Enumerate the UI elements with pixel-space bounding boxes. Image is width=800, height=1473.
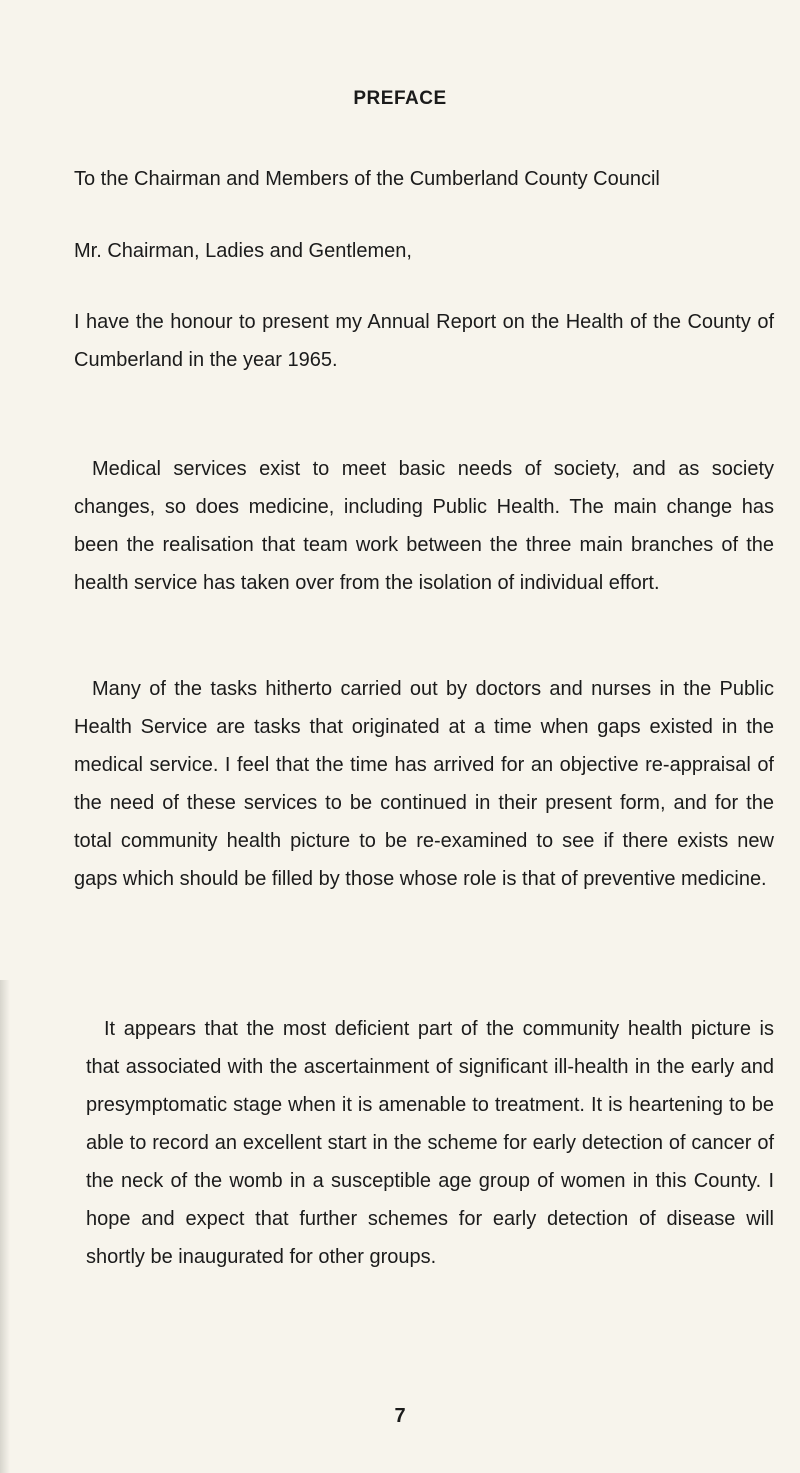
page-number: 7 (394, 1405, 406, 1427)
salutation-line: Mr. Chairman, Ladies and Gentlemen, (74, 240, 412, 262)
paragraph-text: I have the honour to present my Annual Report on the Health of the County of Cumberland in the year 1965. (74, 311, 774, 371)
paragraph-2 (74, 450, 774, 602)
paragraph-text: Many of the tasks hitherto carried out by doctors and nurses in the Public Health Service are tasks that originated at a time when gaps existed in the medical service. I feel that the time has arrived for an objective re-appraisal of the need of these services to be continued in their present form, and for the total community health picture to be re-examined to see if there exists new gaps which should be filled by those whose role is that of preventive medicine. (74, 678, 774, 890)
addressee-line: To the Chairman and Members of the Cumberland County Council (74, 168, 660, 190)
page-edge-shadow (0, 980, 10, 1473)
paragraph-text: It appears that the most deficient part of the community health picture is that associated with the ascertainment of significant ill-health in the early and presymptomatic stage when it is amenable to treatment. It is heartening to be able to record an excellent start in the scheme for early detection of cancer of the neck of the womb in a susceptible age group of women in this County. I hope and expect that further schemes for early detection of disease will shortly be inaugurated for other groups. (86, 1018, 774, 1268)
paragraph-text: Medical services exist to meet basic needs of society, and as society changes, so does medicine, including Public Health. The main change has been the realisation that team work between the three main branches of the health service has taken over from the isolation of individual effort. (74, 458, 774, 594)
paragraph-4 (86, 1010, 774, 1276)
paragraph-3 (74, 670, 774, 898)
paragraph-1 (74, 303, 774, 379)
page-title: PREFACE (353, 88, 447, 109)
